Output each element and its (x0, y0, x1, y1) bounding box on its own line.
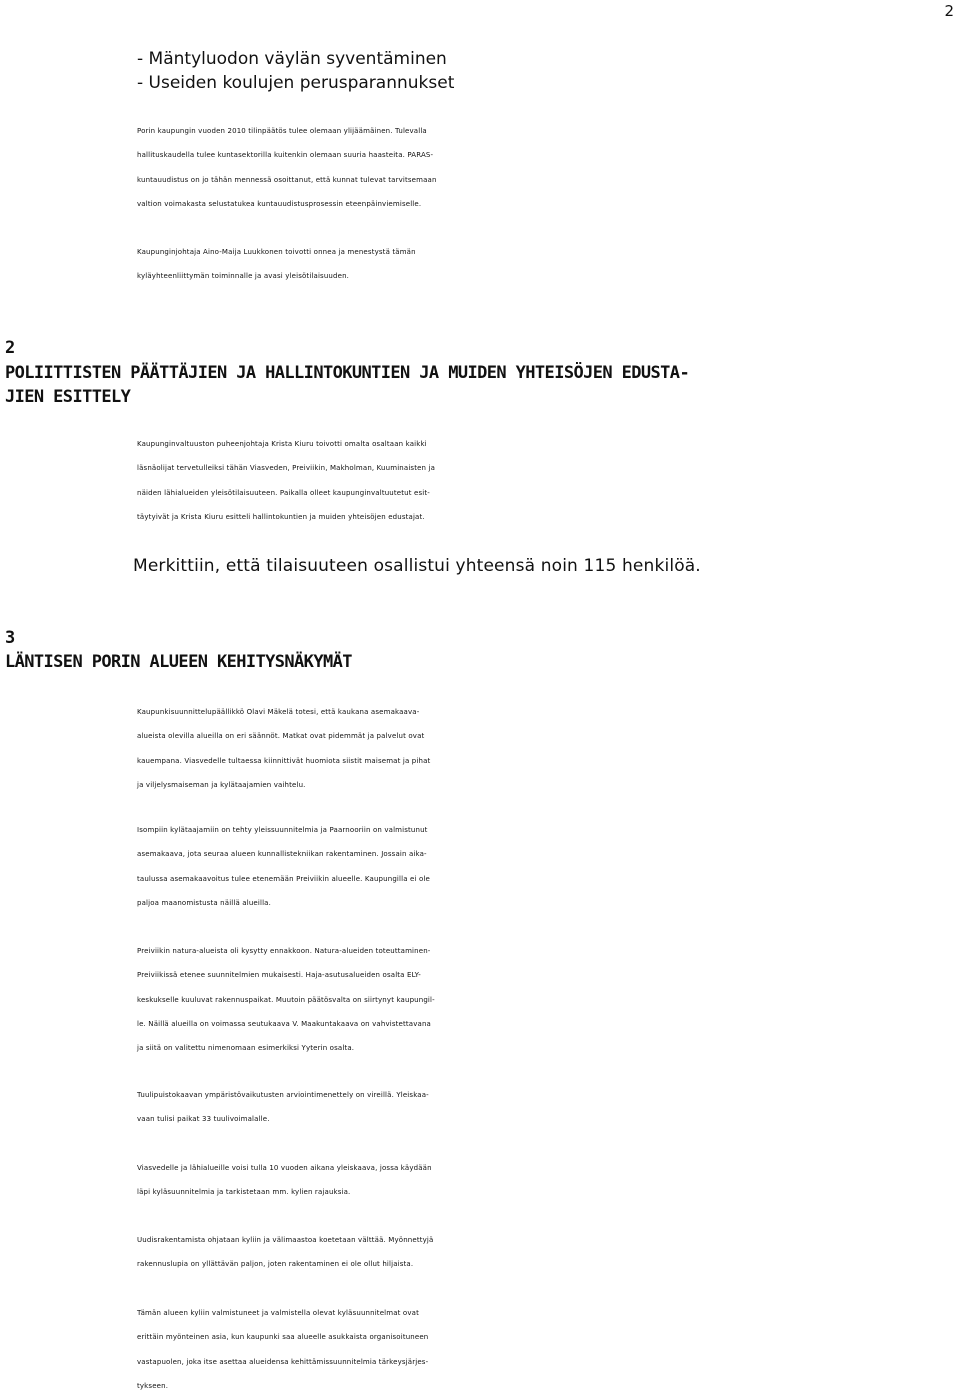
section-2-paragraph-2 (133, 554, 953, 578)
text-line: ja viljelysmaiseman ja kylätaajamien vaihtelu. (137, 780, 306, 789)
section-3-paragraph-3 (137, 939, 957, 1060)
section-3-title (5, 650, 955, 674)
text-line: Viasvedelle ja lähialueille voisi tulla 10 vuoden aikana yleiskaava, jossa käydään (137, 1164, 432, 1172)
text-line: Uudisrakentamista ohjataan kyliin ja välimaastoa koetetaan välttää. Myönnettyjä (137, 1236, 434, 1244)
text-line: Isompiin kylätaajamiin on tehty yleissuunnitelmia ja Paarnooriin on valmistunut (137, 826, 428, 834)
text-line: hallituskaudella tulee kuntasektorilla kuitenkin olemaan suuria haasteita. PARAS- (137, 151, 434, 160)
text-line: rakennuslupia on yllättävän paljon, joten rakentaminen ei ole ollut hiljaista. (137, 1260, 414, 1269)
section-3-paragraph-2 (137, 818, 957, 915)
text-line: kyläyhteenliittymän toiminnalle ja avasi yleisötilaisuuden. (137, 272, 350, 281)
intro-paragraph-2 (137, 240, 957, 289)
page-number: 2 (944, 2, 954, 20)
text-line: Kaupunginvaltuuston puheenjohtaja Krista Kiuru toivotti omalta osaltaan kaikki (137, 440, 427, 448)
text-line: Tämän alueen kyliin valmistuneet ja valmistella olevat kyläsuunnitelmat ovat (137, 1309, 419, 1317)
section-3-paragraph-6 (137, 1228, 957, 1277)
text-line: vastapuolen, joka itse asettaa alueidensa kehittämissuunnitelmia tärkeysjärjes- (137, 1357, 429, 1366)
text-line: le. Näillä alueilla on voimassa seutukaava V. Maakuntakaava on vahvistettavana (137, 1019, 431, 1028)
section-title-line: JIEN ESITTELY (5, 387, 131, 407)
text-line: erittäin myönteinen asia, kun kaupunki saa alueelle asukkaista organisoituneen (137, 1333, 429, 1342)
text-line: Kaupunkisuunnittelupäällikkö Olavi Mäkelä totesi, että kaukana asemakaava- (137, 708, 420, 716)
section-2-number: 2 (5, 338, 16, 358)
text-line: ja siitä on valitettu nimenomaan esimerkiksi Yyterin osalta. (137, 1044, 355, 1053)
list-item: - Useiden koulujen perusparannukset (137, 73, 455, 93)
text-line: keskukselle kuuluvat rakennuspaikat. Muutoin päätösvalta on siirtynyt kaupungil- (137, 995, 435, 1004)
text-line: Porin kaupungin vuoden 2010 tilinpäätös tulee olemaan ylijäämäinen. Tulevalla (137, 127, 427, 135)
text-line: Preiviikissä etenee suunnitelmien mukaisesti. Haja-asutusalueiden osalta ELY- (137, 971, 421, 980)
text-line: näiden lähialueiden yleisötilaisuuteen. Paikalla olleet kaupunginvaltuutetut esit- (137, 488, 430, 497)
text-line: vaan tulisi paikat 33 tuulivoimalalle. (137, 1115, 270, 1124)
text-line: Preiviikin natura-alueista oli kysytty ennakkoon. Natura-alueiden toteuttaminen- (137, 947, 431, 955)
text-line: läsnäolijat tervetulleiksi tähän Viasveden, Preiviikin, Makholman, Kuuminaisten ja (137, 464, 436, 473)
section-2-paragraph-1 (137, 432, 957, 529)
section-2-title (5, 361, 955, 409)
text-line: asemakaava, jota seuraa alueen kunnallistekniikan rakentaminen. Jossain aika- (137, 850, 427, 859)
section-3-paragraph-5 (137, 1156, 957, 1205)
text-line: Kaupunginjohtaja Aino-Maija Luukkonen toivotti onnea ja menestystä tämän (137, 248, 416, 256)
section-3-paragraph-7 (137, 1301, 957, 1398)
text-line: Tuulipuistokaavan ympäristövaikutusten arviointimenettely on vireillä. Yleiskaa- (137, 1091, 429, 1099)
text-line: kauempana. Viasvedelle tultaessa kiinnittivät huomiota siistit maisemat ja pihat (137, 756, 431, 765)
text-line: alueista olevilla alueilla on eri säännöt. Matkat ovat pidemmät ja palvelut ovat (137, 732, 425, 741)
text-line: Merkittiin, että tilaisuuteen osallistui yhteensä noin 115 henkilöä. (133, 556, 701, 576)
section-title-line: POLIITTISTEN PÄÄTTÄJIEN JA HALLINTOKUNTIEN JA MUIDEN YHTEISÖJEN EDUSTA- (5, 363, 690, 383)
text-line: kuntauudistus on jo tähän mennessä osoittanut, että kunnat tulevat tarvitsemaan (137, 175, 437, 184)
list-item: - Mäntyluodon väylän syventäminen (137, 49, 447, 69)
text-line: täytyivät ja Krista Kiuru esitteli hallintokuntien ja muiden yhteisöjen edustajat. (137, 512, 425, 521)
section-3-paragraph-1 (137, 700, 957, 797)
text-line: taulussa asemakaavoitus tulee etenemään Preiviikin alueelle. Kaupungilla ei ole (137, 874, 430, 883)
section-3-paragraph-4 (137, 1083, 957, 1132)
section-3-number: 3 (5, 628, 16, 648)
text-line: läpi kyläsuunnitelmia ja tarkistetaan mm. kylien rajauksia. (137, 1188, 351, 1197)
intro-paragraph-1 (137, 119, 957, 216)
section-title-line: LÄNTISEN PORIN ALUEEN KEHITYSNÄKYMÄT (5, 652, 352, 672)
text-line: valtion voimakasta selustatukea kuntauudistusprosessin eteenpäinviemiselle. (137, 199, 422, 208)
text-line: paljoa maanomistusta näillä alueilla. (137, 898, 271, 907)
intro-list (137, 47, 454, 95)
text-line: tykseen. (137, 1381, 169, 1390)
